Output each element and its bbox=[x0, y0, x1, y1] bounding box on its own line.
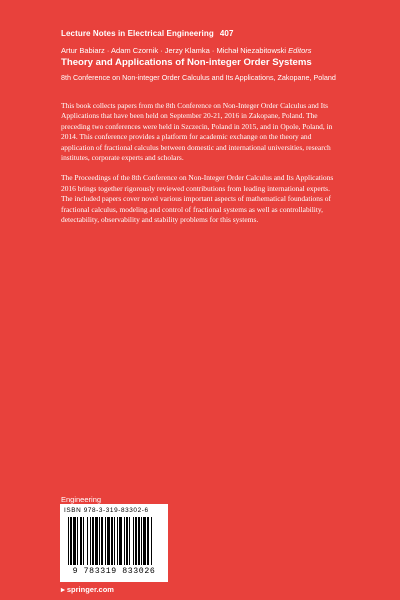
barcode-bar bbox=[151, 517, 152, 565]
barcode-number: 9 783319 833026 bbox=[72, 567, 156, 576]
barcode-bars bbox=[68, 517, 160, 567]
subject-category: Engineering bbox=[61, 495, 102, 504]
isbn-text: ISBN 978-3-319-83302-6 bbox=[64, 507, 149, 514]
barcode-bar bbox=[114, 517, 115, 565]
barcode-bar bbox=[95, 517, 98, 565]
publisher-website bbox=[61, 585, 114, 594]
bullet-icon: ▸ bbox=[61, 585, 65, 594]
editor-names: Artur Babiarz · Adam Czornik · Jerzy Klamka · Michał Niezabitowski bbox=[61, 46, 287, 55]
barcode-bar bbox=[83, 517, 84, 565]
barcode-bar bbox=[70, 517, 72, 565]
barcode-bar bbox=[105, 517, 106, 565]
description-paragraph-1: This book collects papers from the 8th Conference on Non-Integer Order Calculus and Its Applications that have been held on September 20-21, 2016 in Zakopane, Poland. The preceding two conferences were held in Szczecin, Poland in 2015, and in Opole, Poland, in 2014. This conference provides a platform for academic exchange on the theory and application of fractional calculus between domestic and international universities, research institutes, corporate experts and scholars. bbox=[61, 101, 333, 163]
barcode-bar bbox=[80, 517, 82, 565]
barcode-bar bbox=[147, 517, 149, 565]
book-description bbox=[61, 101, 343, 235]
barcode-bar bbox=[124, 517, 125, 565]
barcode-bar bbox=[126, 517, 128, 565]
editors-line bbox=[61, 46, 312, 55]
barcode-bar bbox=[68, 517, 69, 565]
barcode-bar bbox=[101, 517, 103, 565]
series-line bbox=[61, 29, 234, 38]
barcode-bar bbox=[133, 517, 134, 565]
barcode-bar bbox=[138, 517, 140, 565]
barcode-bar bbox=[129, 517, 130, 565]
series-number: 407 bbox=[219, 29, 234, 38]
barcode-bar bbox=[99, 517, 100, 565]
barcode-bar bbox=[87, 517, 88, 565]
barcode-bar bbox=[117, 517, 118, 565]
description-paragraph-2: The Proceedings of the 8th Conference on Non-Integer Order Calculus and Its Applications 2016 brings together rigorously reviewed contributions from leading international experts. The included papers cover novel various important aspects of mathematical foundations of fractional calculus, modeling and control of fractional systems as well as controllability, detectability, observability and stability problems for this systems. bbox=[61, 173, 334, 225]
barcode-bar bbox=[77, 517, 78, 565]
barcode-bar bbox=[143, 517, 146, 565]
barcode-bar bbox=[141, 517, 142, 565]
website-text: springer.com bbox=[66, 585, 114, 594]
barcode-bar bbox=[135, 517, 137, 565]
barcode-bar bbox=[119, 517, 122, 565]
series-name: Lecture Notes in Electrical Engineering bbox=[61, 29, 214, 38]
barcode-bar bbox=[90, 517, 91, 565]
barcode-bar bbox=[111, 517, 113, 565]
barcode-bar bbox=[73, 517, 76, 565]
editors-label: Editors bbox=[288, 46, 312, 55]
barcode-bar bbox=[107, 517, 110, 565]
book-title: Theory and Applications of Non-integer Order Systems bbox=[61, 57, 312, 68]
barcode-bar bbox=[92, 517, 94, 565]
book-subtitle: 8th Conference on Non-integer Order Calculus and Its Applications, Zakopane, Poland bbox=[61, 73, 336, 82]
